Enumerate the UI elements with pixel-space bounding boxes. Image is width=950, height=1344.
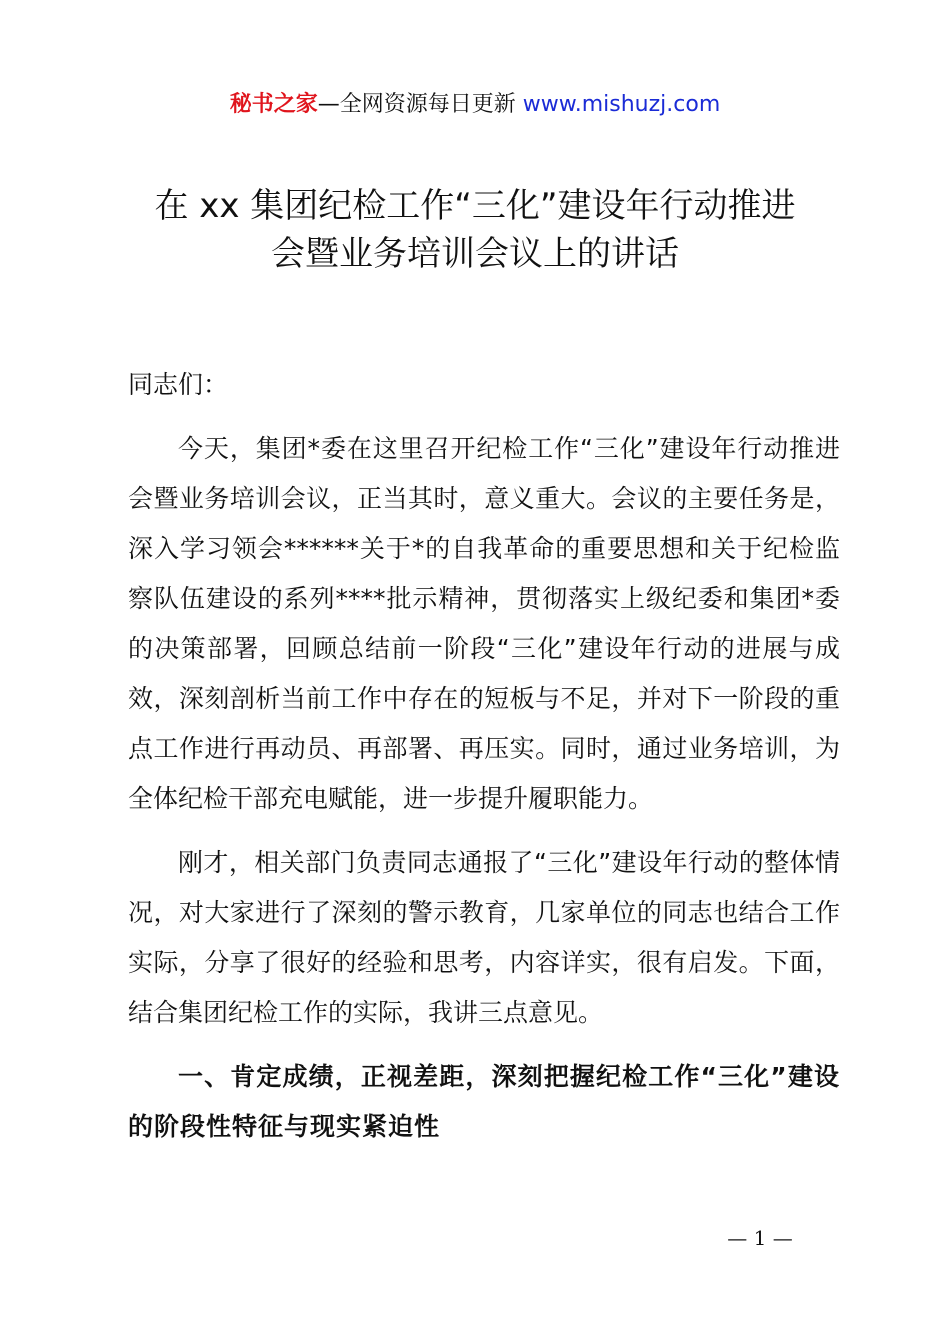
- title-line-2: 会暨业务培训会议上的讲话: [271, 234, 679, 274]
- paragraph-2: 刚才，相关部门负责同志通报了“三化”建设年行动的整体情况，对大家进行了深刻的警示教育，几家单位的同志也结合工作实际，分享了很好的经验和思考，内容详实，很有启发。下面，结合集团纪检工作的实际，我讲三点意见。: [128, 848, 840, 1027]
- document-body: [128, 360, 840, 1152]
- section-heading-1: 一、肯定成绩，正视差距，深刻把握纪检工作“三化”建设的阶段性特征与现实紧迫性: [128, 1062, 840, 1141]
- page-number: — 1 —: [727, 1226, 793, 1250]
- site-tagline: —全网资源每日更新: [317, 92, 523, 117]
- salutation: 同志们：: [128, 370, 229, 399]
- site-url-link[interactable]: www.mishuzj.com: [522, 92, 721, 117]
- site-brand: 秘书之家: [229, 92, 318, 117]
- title-line-1: 在 xx 集团纪检工作“三化”建设年行动推进: [154, 186, 796, 226]
- site-header: [0, 88, 950, 122]
- paragraph-1: 今天，集团*委在这里召开纪检工作“三化”建设年行动推进会暨业务培训会议，正当其时，意义重大。会议的主要任务是，深入学习领会******关于*的自我革命的重要思想和关于纪检监察队伍建设的系列****批示精神，贯彻落实上级纪委和集团*委的决策部署，回顾总结前一阶段“三化”建设年行动的进展与成效，深刻剖析当前工作中存在的短板与不足，并对下一阶段的重点工作进行再动员、再部署、再压实。同时，通过业务培训，为全体纪检干部充电赋能，进一步提升履职能力。: [128, 434, 840, 813]
- document-title: [0, 182, 950, 278]
